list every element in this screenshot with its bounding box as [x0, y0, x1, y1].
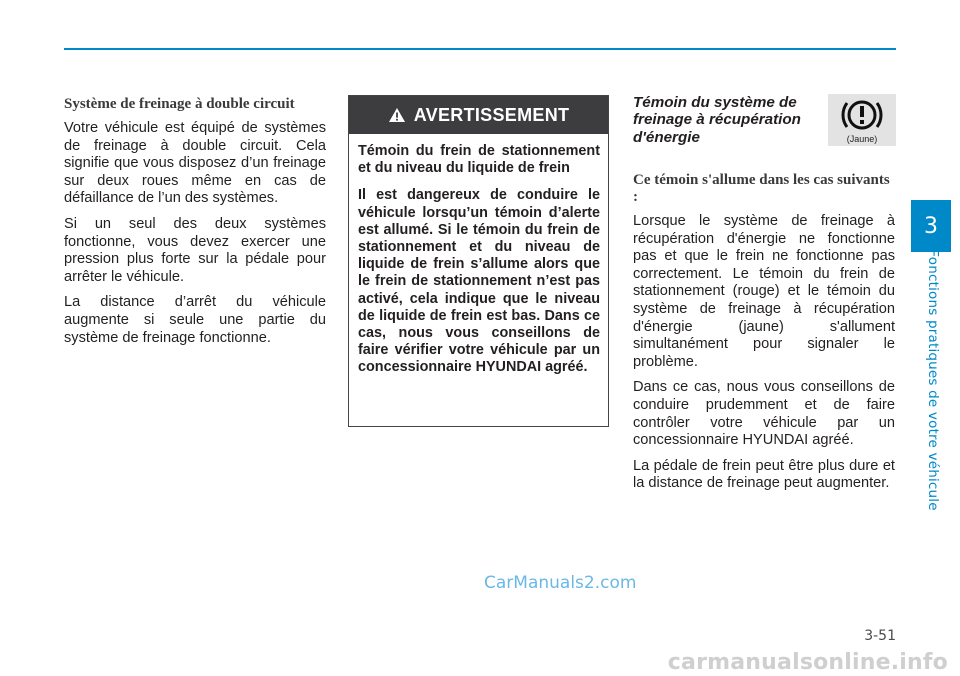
right-column — [633, 172, 895, 501]
section-heading-conditions: Ce témoin s'allume dans les cas suivants : — [633, 172, 890, 205]
top-rule — [64, 48, 896, 50]
paragraph: Votre véhicule est équipé de systèmes de freinage à double circuit. Cela signifie que vous disposez d’un freinage sur deux roues même en cas de défaillance de l’un des systèmes. — [64, 120, 326, 207]
paragraph: Lorsque le système de freinage à récupération d'énergie ne fonctionne pas et que le frein ne fonctionne pas correctement. Le témoin du frein de stationnement (rouge) et le témoin du système de freinage à récupération d'énergie (jaune) s'allument simultanément pour signaler le problème. — [633, 213, 895, 370]
warning-title: AVERTISSEMENT — [413, 104, 570, 125]
section-heading-dual-circuit: Système de freinage à double circuit — [64, 96, 295, 112]
indicator-heading: Témoin du système de freinage à récupération d'énergie — [633, 94, 801, 146]
warning-box — [348, 95, 609, 427]
warning-subtitle: Témoin du frein de stationnement et du niveau du liquide de frein — [358, 143, 600, 177]
paragraph: Dans ce cas, nous vous conseillons de conduire prudemment et de faire contrôler votre véhicule par un concessionnaire HYUNDAI agréé. — [633, 379, 895, 449]
left-column — [64, 96, 326, 355]
indicator-icon-box — [828, 94, 896, 146]
page-number: 3-51 — [864, 628, 896, 644]
chapter-tab: 3 — [911, 200, 951, 252]
warning-text: Il est dangereux de conduire le véhicule lorsqu’un témoin d’alerte est allumé. Si le témoin du frein de stationnement et du niveau de liquide de frein s’allume alors que le frein de stationnement n’est pas activé, cela indique que le niveau de liquide de frein est bas. Dans ce cas, nous vous conseillons de faire vérifier votre véhicule par un concessionnaire HYUNDAI agréé. — [358, 187, 600, 376]
chapter-title: Fonctions pratiques de votre véhicule — [925, 249, 941, 511]
warning-triangle-icon — [388, 107, 406, 123]
paragraph: La pédale de frein peut être plus dure et la distance de freinage peut augmenter. — [633, 457, 895, 492]
paragraph: La distance d’arrêt du véhicule augmente si seule une partie du système de freinage fonctionne. — [64, 294, 326, 346]
warning-header — [349, 96, 608, 134]
warning-body — [349, 134, 608, 377]
regenerative-brake-warning-icon — [839, 96, 885, 134]
paragraph: Si un seul des deux systèmes fonctionne, vous devez exercer une pression plus forte sur la pédale pour arrêter le véhicule. — [64, 215, 326, 285]
watermark-bottom: carmanualsonline.info — [667, 650, 948, 675]
indicator-icon-caption: (Jaune) — [846, 134, 878, 144]
watermark-top: CarManuals2.com — [484, 573, 637, 593]
